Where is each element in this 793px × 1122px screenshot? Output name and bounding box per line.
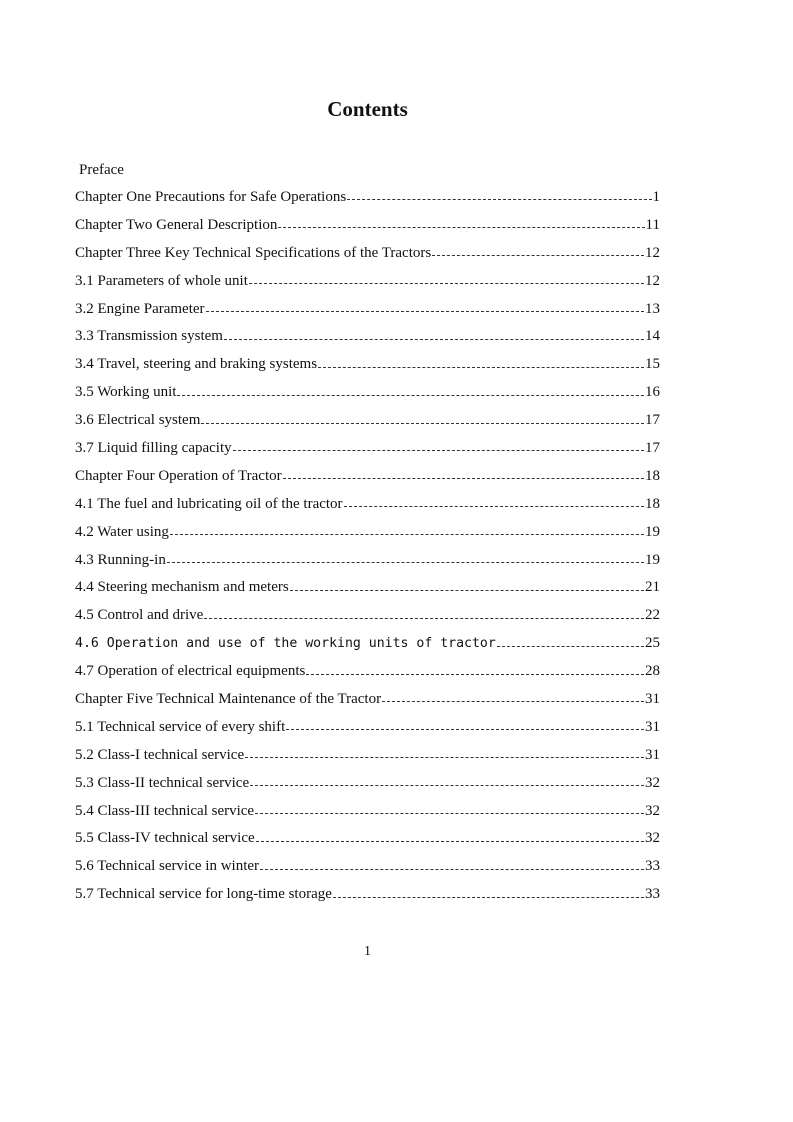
toc-entry[interactable] — [75, 463, 660, 491]
toc-entry-label: 5.1 Technical service of every shift — [75, 718, 286, 735]
toc-dot-leader — [201, 414, 644, 429]
toc-dot-leader — [283, 469, 644, 484]
toc-entry-page: 32 — [645, 774, 660, 791]
toc-dot-leader — [333, 888, 644, 903]
toc-dot-leader — [286, 720, 644, 735]
toc-dot-leader — [170, 525, 644, 540]
toc-dot-leader — [256, 832, 644, 847]
toc-entry[interactable] — [75, 798, 660, 826]
toc-entry-label: Chapter One Precautions for Safe Operations — [75, 189, 347, 205]
toc-dot-leader — [382, 692, 644, 707]
toc-entry[interactable] — [75, 658, 660, 686]
toc-entry[interactable] — [75, 630, 660, 658]
toc-dot-leader — [250, 776, 644, 791]
page-title: Contents — [327, 97, 408, 121]
toc-dot-leader — [318, 358, 644, 373]
toc-entry[interactable] — [75, 881, 660, 909]
toc-entry-page: 33 — [645, 858, 660, 875]
toc-entry-page: 31 — [645, 691, 660, 708]
toc-entry-label: 3.7 Liquid filling capacity — [75, 440, 232, 457]
toc-entry-label: 5.4 Class-III technical service — [75, 802, 255, 819]
toc-dot-leader — [233, 441, 644, 456]
toc-entry-page: 22 — [645, 607, 660, 624]
toc-entry-page: 32 — [645, 830, 660, 847]
toc-entry-page: 28 — [645, 663, 660, 680]
toc-entry-page: 17 — [645, 440, 660, 457]
toc-entry-page: 21 — [645, 579, 660, 596]
toc-entry-label: 4.6 Operation and use of the working units of tractor — [75, 636, 496, 652]
toc-dot-leader — [432, 246, 644, 261]
toc-dot-leader — [204, 609, 644, 624]
toc-entry-page: 13 — [645, 300, 660, 317]
toc-entry[interactable] — [75, 825, 660, 853]
toc-dot-leader — [167, 553, 644, 568]
toc-entry[interactable] — [75, 770, 660, 798]
toc-dot-leader — [206, 302, 644, 317]
toc-entry-label: 4.3 Running-in — [75, 551, 166, 568]
toc-entry-label: 5.6 Technical service in winter — [75, 858, 260, 875]
toc-entry-page: 18 — [645, 495, 660, 512]
toc-entry-label: Chapter Two General Description — [75, 216, 278, 233]
toc-entry-page: 33 — [645, 886, 660, 903]
page-number: 1 — [364, 944, 371, 959]
toc-entry[interactable] — [75, 323, 660, 351]
toc-dot-leader — [347, 190, 651, 205]
toc-entry-page: 12 — [645, 272, 660, 289]
toc-entry-page: 15 — [645, 356, 660, 373]
toc-entry-page: 16 — [645, 384, 660, 401]
toc-entry-page: 25 — [645, 635, 660, 652]
toc-entry[interactable] — [75, 853, 660, 881]
toc-entry-label: 4.7 Operation of electrical equipments — [75, 663, 306, 680]
toc-entry-label: 3.3 Transmission system — [75, 328, 223, 345]
toc-entry-page: 19 — [645, 523, 660, 540]
toc-entry-label: Chapter Three Key Technical Specifications of the Tractors — [75, 244, 432, 261]
toc-entry[interactable] — [75, 742, 660, 770]
toc-entry-label: 5.5 Class-IV technical service — [75, 830, 255, 847]
toc-entry-page: 31 — [645, 746, 660, 763]
toc-entry-label: 3.4 Travel, steering and braking systems — [75, 356, 318, 373]
toc-entry[interactable] — [75, 686, 660, 714]
toc-entry[interactable] — [75, 268, 660, 296]
toc-entry-label: 3.1 Parameters of whole unit — [75, 272, 248, 289]
toc-entry[interactable] — [75, 296, 660, 324]
toc-preface: Preface — [79, 162, 124, 178]
toc-dot-leader — [249, 274, 644, 289]
toc-entry[interactable] — [75, 212, 660, 240]
toc-entry-label: 5.7 Technical service for long-time storage — [75, 886, 332, 903]
toc-entry-label: 5.2 Class-I technical service — [75, 746, 245, 763]
toc-entry[interactable] — [75, 519, 660, 547]
toc-dot-leader — [260, 860, 644, 875]
toc-entry[interactable] — [75, 491, 660, 519]
toc-entry-label: 4.4 Steering mechanism and meters — [75, 579, 289, 596]
toc-entry-page: 18 — [645, 467, 660, 484]
toc-entry-label: 5.3 Class-II technical service — [75, 774, 250, 791]
toc-entry-label: 3.2 Engine Parameter — [75, 300, 205, 317]
toc-entry[interactable] — [75, 184, 660, 212]
toc-entry-page: 14 — [645, 328, 660, 345]
toc-entry-page: 11 — [645, 216, 660, 233]
toc-entry-label: Chapter Five Technical Maintenance of the Tractor — [75, 691, 382, 708]
toc-entry-page: 19 — [645, 551, 660, 568]
toc-entry-page: 31 — [645, 718, 660, 735]
toc-dot-leader — [344, 497, 644, 512]
toc-dot-leader — [306, 665, 644, 680]
toc-entry-label: 3.6 Electrical system — [75, 412, 201, 429]
toc-entry-page: 1 — [652, 189, 660, 205]
toc-entry-label: 4.1 The fuel and lubricating oil of the tractor — [75, 495, 343, 512]
toc-entry[interactable] — [75, 547, 660, 575]
toc-entry[interactable] — [75, 240, 660, 268]
table-of-contents — [75, 156, 660, 909]
toc-entry-label: Chapter Four Operation of Tractor — [75, 467, 282, 484]
toc-entry-label: 3.5 Working unit — [75, 384, 177, 401]
toc-entry[interactable] — [75, 602, 660, 630]
toc-entry[interactable] — [75, 574, 660, 602]
toc-entry-page: 32 — [645, 802, 660, 819]
toc-entry-page: 17 — [645, 412, 660, 429]
toc-entry[interactable] — [75, 379, 660, 407]
toc-dot-leader — [497, 637, 644, 652]
toc-dot-leader — [255, 804, 644, 819]
toc-entry-label: 4.2 Water using — [75, 523, 169, 540]
toc-entry[interactable] — [75, 351, 660, 379]
toc-entry-page: 12 — [645, 244, 660, 261]
toc-dot-leader — [278, 218, 644, 233]
toc-entry[interactable] — [75, 407, 660, 435]
toc-entry[interactable] — [75, 435, 660, 463]
toc-dot-leader — [245, 748, 644, 763]
toc-dot-leader — [224, 330, 644, 345]
toc-entry[interactable] — [75, 714, 660, 742]
toc-entry-label: 4.5 Control and drive — [75, 607, 204, 624]
toc-dot-leader — [177, 386, 644, 401]
toc-dot-leader — [290, 581, 644, 596]
